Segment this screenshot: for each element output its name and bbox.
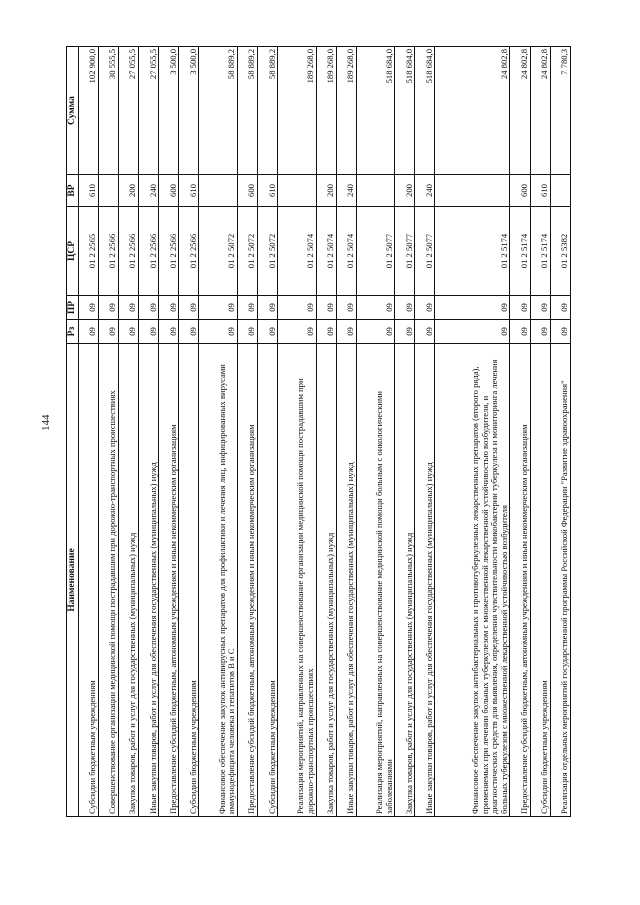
cell-rz: 09 — [356, 320, 394, 344]
cell-name: Субсидии бюджетным учреждениям — [78, 344, 98, 817]
cell-csr: 01 2 5174 — [435, 207, 510, 296]
cell-pr: 09 — [78, 296, 98, 320]
cell-csr: 01 2 2566 — [118, 207, 138, 296]
table-row — [316, 47, 336, 817]
table-row — [336, 47, 356, 817]
cell-name: Субсидии бюджетным учреждениям — [258, 344, 278, 817]
cell-sum: 3 500,0 — [179, 47, 199, 175]
cell-pr: 09 — [395, 296, 415, 320]
cell-name: Иные закупки товаров, работ и услуг для обеспечения государственных (муниципальных) нужд — [415, 344, 435, 817]
cell-vr: 600 — [237, 175, 257, 207]
cell-vr: 600 — [510, 175, 530, 207]
cell-name: Предоставление субсидий бюджетным, автономным учреждениям и иным некоммерческим организациям — [159, 344, 179, 817]
cell-sum: 24 802,8 — [530, 47, 550, 175]
cell-vr: 200 — [395, 175, 415, 207]
cell-csr: 01 2 2566 — [98, 207, 118, 296]
cell-sum: 518 684,0 — [415, 47, 435, 175]
cell-sum: 58 889,2 — [258, 47, 278, 175]
cell-rz: 09 — [118, 320, 138, 344]
table-row — [199, 47, 237, 817]
cell-csr: 01 2 5174 — [530, 207, 550, 296]
cell-rz: 09 — [316, 320, 336, 344]
cell-rz: 09 — [98, 320, 118, 344]
cell-sum: 7 780,3 — [550, 47, 570, 175]
cell-rz: 09 — [199, 320, 237, 344]
table-row — [258, 47, 278, 817]
cell-csr: 01 2 5072 — [258, 207, 278, 296]
cell-csr: 01 2 5174 — [510, 207, 530, 296]
cell-rz: 09 — [159, 320, 179, 344]
cell-vr: 200 — [316, 175, 336, 207]
cell-pr: 09 — [550, 296, 570, 320]
cell-pr: 09 — [415, 296, 435, 320]
cell-name: Предоставление субсидий бюджетным, автономным учреждениям и иным некоммерческим организациям — [510, 344, 530, 817]
cell-pr: 09 — [237, 296, 257, 320]
cell-pr: 09 — [510, 296, 530, 320]
rotated-page — [66, 47, 571, 817]
cell-rz: 09 — [78, 320, 98, 344]
cell-sum: 58 889,2 — [199, 47, 237, 175]
cell-name: Субсидии бюджетным учреждениям — [179, 344, 199, 817]
cell-rz: 09 — [237, 320, 257, 344]
cell-csr: 01 2 5074 — [336, 207, 356, 296]
cell-csr: 01 2 5072 — [199, 207, 237, 296]
cell-vr — [435, 175, 510, 207]
cell-name: Субсидии бюджетным учреждениям — [530, 344, 550, 817]
table-row — [179, 47, 199, 817]
column-header-sum: Сумма — [67, 47, 79, 175]
cell-sum: 518 684,0 — [356, 47, 394, 175]
cell-vr — [199, 175, 237, 207]
cell-sum: 24 802,8 — [510, 47, 530, 175]
table-row — [510, 47, 530, 817]
cell-name: Закупка товаров, работ и услуг для государственных (муниципальных) нужд — [395, 344, 415, 817]
cell-name: Закупка товаров, работ и услуг для государственных (муниципальных) нужд — [316, 344, 336, 817]
cell-rz: 09 — [139, 320, 159, 344]
column-header-rz: Рз — [67, 320, 79, 344]
cell-csr: 01 2 5077 — [356, 207, 394, 296]
cell-vr: 600 — [159, 175, 179, 207]
cell-pr: 09 — [139, 296, 159, 320]
cell-pr: 09 — [336, 296, 356, 320]
cell-vr — [550, 175, 570, 207]
cell-pr: 09 — [179, 296, 199, 320]
cell-pr: 09 — [435, 296, 510, 320]
table-row — [237, 47, 257, 817]
cell-name: Предоставление субсидий бюджетным, автономным учреждениям и иным некоммерческим организациям — [237, 344, 257, 817]
cell-name: Реализация мероприятий, направленных на совершенствование медицинской помощи больным с онкологическими заболеваниями — [356, 344, 394, 817]
table-row — [435, 47, 510, 817]
cell-sum: 27 055,5 — [118, 47, 138, 175]
cell-rz: 09 — [550, 320, 570, 344]
cell-csr: 01 2 2565 — [78, 207, 98, 296]
cell-sum: 189 268,0 — [316, 47, 336, 175]
cell-sum: 189 268,0 — [278, 47, 316, 175]
cell-rz: 09 — [510, 320, 530, 344]
cell-name: Реализация мероприятий, направленных на совершенствование организации медицинской помощи пострадавшим при дорожно-транспортных происшествиях — [278, 344, 316, 817]
cell-csr: 01 2 5072 — [237, 207, 257, 296]
table-row — [118, 47, 138, 817]
column-header-csr: ЦСР — [67, 207, 79, 296]
cell-rz: 09 — [258, 320, 278, 344]
cell-rz: 09 — [179, 320, 199, 344]
cell-vr: 200 — [118, 175, 138, 207]
cell-pr: 09 — [316, 296, 336, 320]
table-header-row — [67, 47, 79, 817]
cell-name: Закупка товаров, работ и услуг для государственных (муниципальных) нужд — [118, 344, 138, 817]
cell-vr: 610 — [179, 175, 199, 207]
page-number: 144 — [40, 414, 52, 431]
cell-name: Реализация отдельных мероприятий государственной программы Российской Федерации "Развитие здравоохранения" — [550, 344, 570, 817]
cell-name: Совершенствование организации медицинской помощи пострадавшим при дорожно-транспортных происшествиях — [98, 344, 118, 817]
cell-rz: 09 — [395, 320, 415, 344]
cell-pr: 09 — [98, 296, 118, 320]
cell-name: Иные закупки товаров, работ и услуг для обеспечения государственных (муниципальных) нужд — [139, 344, 159, 817]
cell-pr: 09 — [356, 296, 394, 320]
budget-table — [66, 46, 571, 817]
cell-pr: 09 — [118, 296, 138, 320]
cell-pr: 09 — [159, 296, 179, 320]
cell-rz: 09 — [415, 320, 435, 344]
cell-vr — [278, 175, 316, 207]
cell-sum: 3 500,0 — [159, 47, 179, 175]
cell-name: Иные закупки товаров, работ и услуг для обеспечения государственных (муниципальных) нужд — [336, 344, 356, 817]
cell-name: Финансовое обеспечение закупок антивирусных препаратов для профилактики и лечения лиц, инфицированных вирусами иммунодефицита человека и гепатитов В и С — [199, 344, 237, 817]
cell-vr: 610 — [258, 175, 278, 207]
cell-csr: 01 2 5077 — [395, 207, 415, 296]
cell-pr: 09 — [530, 296, 550, 320]
cell-csr: 01 2 5077 — [415, 207, 435, 296]
table-body — [78, 47, 570, 817]
cell-vr: 240 — [139, 175, 159, 207]
cell-vr: 610 — [78, 175, 98, 207]
cell-vr: 240 — [415, 175, 435, 207]
cell-csr: 01 2 2566 — [179, 207, 199, 296]
table-row — [530, 47, 550, 817]
cell-sum: 24 802,8 — [435, 47, 510, 175]
cell-rz: 09 — [530, 320, 550, 344]
cell-sum: 30 555,5 — [98, 47, 118, 175]
cell-sum: 58 889,2 — [237, 47, 257, 175]
cell-sum: 518 684,0 — [395, 47, 415, 175]
table-row — [415, 47, 435, 817]
table-row — [159, 47, 179, 817]
table-row — [98, 47, 118, 817]
table-row — [550, 47, 570, 817]
table-row — [356, 47, 394, 817]
column-header-name: Наименование — [67, 344, 79, 817]
cell-sum: 189 268,0 — [336, 47, 356, 175]
cell-csr: 01 2 5074 — [316, 207, 336, 296]
table-row — [139, 47, 159, 817]
cell-vr — [98, 175, 118, 207]
cell-rz: 09 — [435, 320, 510, 344]
table-row — [395, 47, 415, 817]
cell-pr: 09 — [199, 296, 237, 320]
cell-rz: 09 — [278, 320, 316, 344]
cell-pr: 09 — [278, 296, 316, 320]
cell-vr — [356, 175, 394, 207]
cell-csr: 01 2 2566 — [159, 207, 179, 296]
cell-csr: 01 2 2566 — [139, 207, 159, 296]
cell-sum: 27 055,5 — [139, 47, 159, 175]
cell-vr: 240 — [336, 175, 356, 207]
cell-rz: 09 — [336, 320, 356, 344]
cell-csr: 01 2 5074 — [278, 207, 316, 296]
column-header-pr: ПР — [67, 296, 79, 320]
cell-name: Финансовое обеспечение закупок антибактериальных и противотуберкулезных лекарственных препаратов (второго ряда), применяемых при лечении больных туберкулезом с множественной лекарственной устойчивостью возбудителя, и диагностических средств для выявления, определения чувствительности микобактерии туберкулеза и мониторинга лечения больных туберкулезом с множественной лекарственной устойчивостью возбудителя — [435, 344, 510, 817]
table-row — [78, 47, 98, 817]
table-row — [278, 47, 316, 817]
cell-vr: 610 — [530, 175, 550, 207]
cell-csr: 01 2 5382 — [550, 207, 570, 296]
column-header-vr: ВР — [67, 175, 79, 207]
cell-pr: 09 — [258, 296, 278, 320]
cell-sum: 102 900,0 — [78, 47, 98, 175]
